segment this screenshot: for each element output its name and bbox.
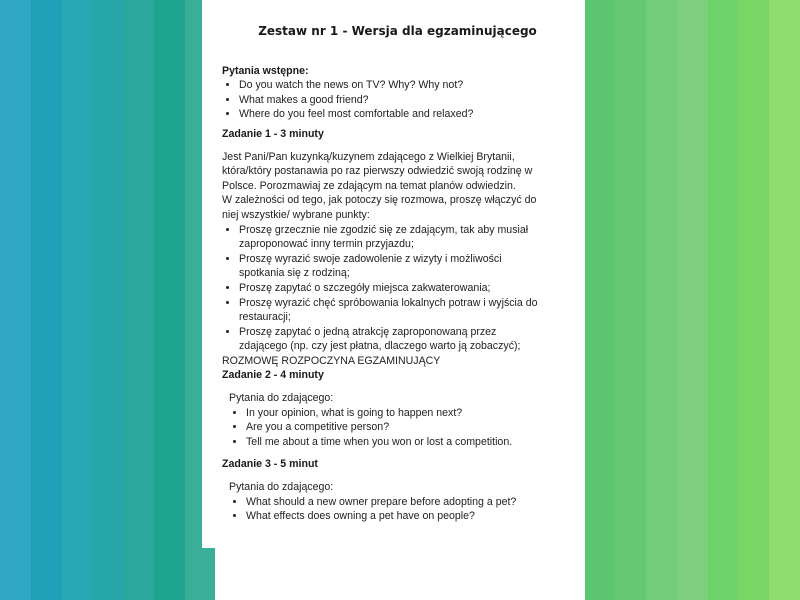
- task2-section: [222, 368, 543, 449]
- list-item: • Do you watch the news on TV? Why? Why not?: [239, 78, 543, 93]
- list-item: • Proszę wyrazić swoje zadowolenie z wizyty i możliwości spotkania się z rodziną;: [239, 252, 543, 281]
- background-stripe: [615, 0, 646, 600]
- task1-description: Jest Pani/Pan kuzynką/kuzynem zdającego z Wielkiej Brytanii, która/który postanawia po raz pierwszy odwiedzić swoją rodzinę w Polsce. Porozmawiaj ze zdającym na temat planów odwiedzin.: [222, 150, 533, 192]
- task1-section: [222, 127, 543, 369]
- document-title: Zestaw nr 1 - Wersja dla egzaminującego: [258, 24, 537, 38]
- task1-heading: Zadanie 1 - 3 minuty: [222, 127, 324, 140]
- task2-question-list: [229, 406, 543, 450]
- background-stripe: [708, 0, 739, 600]
- task3-heading: Zadanie 3 - 5 minut: [222, 458, 318, 471]
- task2-body: [222, 391, 543, 449]
- task3-question-list: [229, 495, 543, 524]
- list-item: • Are you a competitive person?: [246, 420, 543, 435]
- task1-point-list: [222, 223, 543, 354]
- intro-section: [222, 64, 543, 122]
- intro-heading: Pytania wstępne:: [222, 64, 309, 77]
- list-item: • Proszę grzecznie nie zgodzić się ze zdającym, tak aby musiał zaproponować inny termin przyjazdu;: [239, 223, 543, 252]
- list-item: • What should a new owner prepare before adopting a pet?: [246, 495, 543, 510]
- background-stripe: [585, 0, 616, 600]
- background-stripe: [646, 0, 677, 600]
- task3-body: [222, 480, 543, 524]
- background-stripe: [62, 0, 93, 600]
- list-item: • Tell me about a time when you won or lost a competition.: [246, 435, 543, 450]
- task3-label: Pytania do zdającego:: [229, 481, 334, 494]
- background-stripe: [677, 0, 708, 600]
- background-stripe: [31, 0, 62, 600]
- background-stripe: [123, 0, 154, 600]
- task2-label: Pytania do zdającego:: [229, 392, 334, 405]
- list-item: • What makes a good friend?: [239, 93, 543, 108]
- list-item: • What effects does owning a pet have on people?: [246, 509, 543, 524]
- background-stripe: [0, 0, 31, 600]
- task1-instruction: W zależności od tego, jak potoczy się rozmowa, proszę włączyć do niej wszystkie/ wybrane punkty:: [222, 194, 537, 221]
- background-stripe: [154, 0, 185, 600]
- list-item: • In your opinion, what is going to happen next?: [246, 406, 543, 421]
- intro-question-list: [222, 78, 543, 122]
- task2-heading: Zadanie 2 - 4 minuty: [222, 369, 324, 382]
- list-item: • Proszę zapytać o szczegóły miejsca zakwaterowania;: [239, 281, 543, 296]
- task1-closing-note: ROZMOWĘ ROZPOCZYNA EGZAMINUJĄCY: [222, 354, 441, 367]
- list-item: • Proszę zapytać o jedną atrakcję zaproponowaną przez zdającego (np. czy jest płatna, dlaczego warto ją zobaczyć);: [239, 325, 543, 354]
- background-stripe: [769, 0, 800, 600]
- exam-sheet: [202, 0, 561, 548]
- list-item: • Proszę wyrazić chęć spróbowania lokalnych potraw i wyjścia do restauracji;: [239, 296, 543, 325]
- background-stripe: [738, 0, 769, 600]
- list-item: • Where do you feel most comfortable and relaxed?: [239, 107, 543, 122]
- task3-section: [222, 457, 543, 523]
- background-stripe: [92, 0, 123, 600]
